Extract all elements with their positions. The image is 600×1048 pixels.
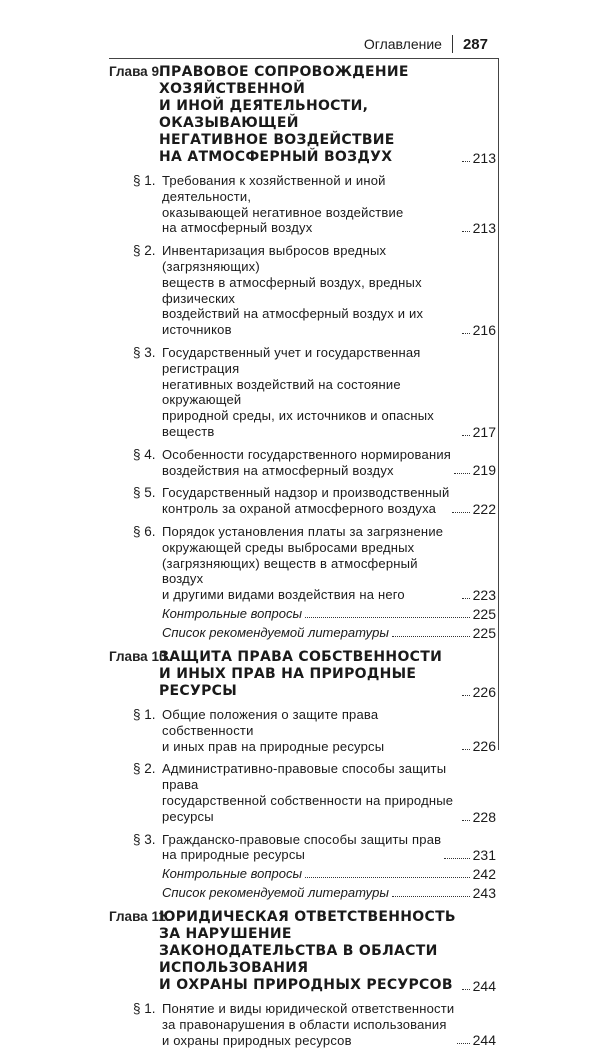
section-page: 222 [472, 500, 496, 517]
table-of-contents [109, 62, 498, 1048]
chapter-page: 226 [472, 683, 496, 700]
toc-section[interactable] [109, 707, 498, 754]
toc-section[interactable] [109, 832, 498, 864]
dot-leader [462, 161, 470, 162]
section-page: 223 [472, 586, 496, 603]
toc-chapter-9[interactable] [109, 64, 498, 166]
extra-title: Контрольные вопросы [162, 866, 303, 882]
section-title: Государственный надзор и производственный контроль за охраной атмосферного воздуха [162, 485, 450, 517]
extra-title: Список рекомендуемой литературы [162, 624, 389, 640]
section-page: 219 [472, 462, 496, 479]
section-page: 228 [472, 808, 496, 825]
section-page: 217 [472, 423, 496, 440]
dot-leader [444, 858, 469, 859]
dot-leader [462, 598, 470, 599]
extra-page: 242 [472, 866, 496, 883]
dot-leader [452, 512, 469, 513]
chapter-page: 213 [472, 150, 496, 166]
section-title: Порядок установления платы за загрязнение окружающей среды выбросами вредных (загрязняющих) веществ в атмосферный воздух и другими видами воздействия на него [162, 523, 444, 603]
toc-review-questions[interactable] [109, 606, 498, 622]
chapter-label: Глава 11. [109, 909, 170, 925]
extra-title: Список рекомендуемой литературы [162, 885, 389, 901]
section-title: Гражданско-правовые способы защиты прав на природные ресурсы [162, 831, 442, 863]
extra-page: 225 [472, 605, 496, 622]
section-title: Требования к хозяйственной и иной деятельности, оказывающей негативное воздействие на атмосферный воздух [162, 173, 404, 236]
extra-title: Контрольные вопросы [162, 605, 303, 621]
section-label: § 1. [133, 173, 156, 188]
page-number: 287 [462, 35, 488, 53]
extra-page: 243 [472, 885, 496, 902]
chapter-page: 244 [472, 978, 496, 995]
page-header [364, 33, 488, 55]
chapter-title: ЮРИДИЧЕСКАЯ ОТВЕТСТВЕННОСТЬ ЗА НАРУШЕНИЕ ЗАКОНОДАТЕЛЬСТВА В ОБЛАСТИ ИСПОЛЬЗОВАНИЯ И ОХРАНЫ ПРИРОДНЫХ РЕСУРСОВ [159, 909, 456, 994]
toc-chapter-11[interactable] [109, 909, 498, 994]
section-title: Государственный учет и государственная регистрация негативных воздействий на состояние окружающей природной среды, их источников и опасных веществ [162, 344, 434, 439]
dot-leader [462, 695, 470, 696]
section-title: Понятие и виды юридической ответственности за правонарушения в области использования и охраны природных ресурсов [162, 1001, 455, 1048]
section-label: § 2. [133, 761, 156, 777]
section-page: 226 [472, 738, 496, 755]
dot-leader [462, 435, 470, 436]
section-page: 213 [472, 220, 496, 237]
section-label: § 5. [133, 485, 156, 501]
toc-section[interactable] [109, 524, 498, 603]
toc-section[interactable] [109, 761, 498, 824]
section-label: § 1. [133, 1001, 156, 1017]
section-label: § 3. [133, 831, 156, 847]
dot-leader [462, 989, 470, 990]
section-label: § 1. [133, 706, 156, 722]
toc-section[interactable] [109, 485, 498, 517]
section-page: 231 [472, 847, 496, 864]
dot-leader [457, 1043, 469, 1044]
section-label: § 3. [133, 344, 156, 360]
section-title: Особенности государственного нормирования воздействия на атмосферный воздух [162, 446, 452, 478]
section-title: Общие положения о защите права собственности и иных прав на природные ресурсы [162, 706, 385, 754]
dot-leader [305, 617, 470, 618]
section-label: § 2. [133, 243, 156, 259]
section-title: Инвентаризация выбросов вредных (загрязняющих) веществ в атмосферный воздух, вредных физических воздействий на атмосферный воздух и их источников [162, 243, 424, 338]
toc-section[interactable] [109, 173, 498, 236]
dot-leader [454, 473, 470, 474]
dot-leader [462, 231, 470, 232]
toc-section[interactable] [109, 243, 498, 338]
dot-leader [462, 333, 470, 334]
toc-recommended-literature[interactable] [109, 625, 498, 641]
toc-review-questions[interactable] [109, 866, 498, 882]
dot-leader [392, 636, 470, 637]
chapter-label: Глава 10. [109, 648, 171, 664]
toc-recommended-literature[interactable] [109, 885, 498, 901]
toc-section[interactable] [109, 345, 498, 440]
chapter-title: ПРАВОВОЕ СОПРОВОЖДЕНИЕ ХОЗЯЙСТВЕННОЙ И ИНОЙ ДЕЯТЕЛЬНОСТИ, ОКАЗЫВАЮЩЕЙ НЕГАТИВНОЕ ВОЗДЕЙСТВИЕ НА АТМОСФЕРНЫЙ ВОЗДУХ [159, 64, 409, 165]
dot-leader [305, 877, 470, 878]
extra-page: 225 [472, 624, 496, 641]
header-rule [109, 58, 498, 59]
section-page: 244 [472, 1032, 496, 1048]
dot-leader [462, 820, 470, 821]
margin-rule [498, 58, 499, 750]
toc-section[interactable] [109, 447, 498, 479]
chapter-title: ЗАЩИТА ПРАВА СОБСТВЕННОСТИ И ИНЫХ ПРАВ НА ПРИРОДНЫЕ РЕСУРСЫ [159, 648, 443, 699]
section-label: § 4. [133, 446, 156, 462]
toc-section[interactable] [109, 1001, 498, 1048]
section-page: 216 [472, 321, 496, 338]
section-title: Административно-правовые способы защиты права государственной собственности на природные ресурсы [162, 761, 454, 824]
header-divider [452, 35, 453, 53]
section-label: § 6. [133, 523, 156, 539]
running-head-title: Оглавление [363, 36, 442, 52]
dot-leader [392, 896, 470, 897]
toc-chapter-10[interactable] [109, 649, 498, 700]
chapter-label: Глава 9. [109, 64, 163, 79]
